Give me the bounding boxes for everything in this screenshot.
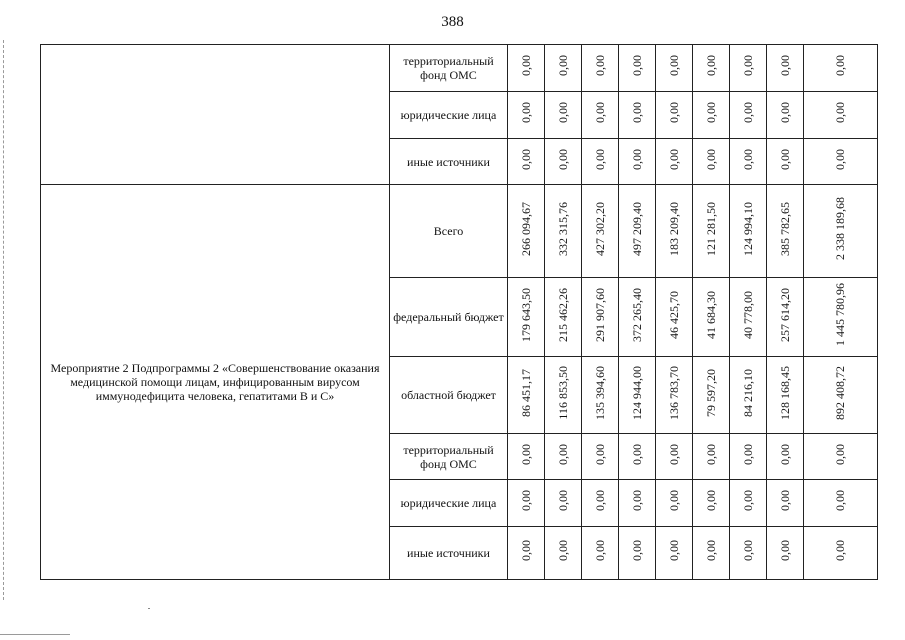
value-cell <box>804 278 878 357</box>
value-cell <box>545 527 582 580</box>
budget-table <box>40 44 878 580</box>
value-text: 0,00 <box>666 443 681 465</box>
value-cell <box>545 45 582 92</box>
value-cell <box>619 92 656 139</box>
value-cell <box>730 92 767 139</box>
value-cell <box>508 527 545 580</box>
value-cell <box>582 185 619 278</box>
value-cell <box>508 92 545 139</box>
value-cell <box>545 357 582 434</box>
value-cell <box>767 92 804 139</box>
value-cell <box>730 185 767 278</box>
value-text: 0,00 <box>777 55 792 76</box>
value-text: 40 778,00 <box>740 290 755 339</box>
value-cell <box>730 434 767 480</box>
value-text: 84 216,10 <box>740 368 755 417</box>
funding-source: территориальный фонд ОМС <box>390 45 508 92</box>
value-text: 215 462,26 <box>555 287 570 342</box>
value-cell <box>619 45 656 92</box>
value-text: 0,00 <box>592 55 607 76</box>
value-text: 0,00 <box>703 148 718 170</box>
value-text: 0,00 <box>555 490 570 511</box>
value-cell <box>582 434 619 480</box>
value-cell <box>545 480 582 527</box>
value-cell <box>582 45 619 92</box>
value-cell <box>619 434 656 480</box>
value-text: 0,00 <box>833 102 847 123</box>
value-text: 79 597,20 <box>703 368 718 417</box>
value-cell <box>545 139 582 185</box>
value-text: 332 315,76 <box>555 201 570 256</box>
value-cell <box>619 139 656 185</box>
activity-description: Мероприятие 2 Подпрограммы 2 «Совершенствование оказания медицинской помощи лицам, инфицированным вирусом иммунодефицита человека, гепатитами В и С» <box>50 361 380 403</box>
value-cell <box>804 527 878 580</box>
value-text: 0,00 <box>740 55 755 76</box>
value-cell <box>508 434 545 480</box>
value-text: 0,00 <box>629 102 644 123</box>
value-text: 0,00 <box>666 540 681 561</box>
funding-source: территориальный фонд ОМС <box>390 434 508 480</box>
value-text: 372 265,40 <box>629 287 644 342</box>
value-cell <box>619 480 656 527</box>
funding-source: областной бюджет <box>390 357 508 434</box>
value-text: 497 209,40 <box>629 201 644 256</box>
value-text: 183 209,40 <box>666 201 681 256</box>
value-cell <box>767 139 804 185</box>
value-text: 427 302,20 <box>592 201 607 256</box>
value-cell <box>804 357 878 434</box>
value-cell <box>693 185 730 278</box>
value-cell <box>508 278 545 357</box>
value-text: 0,00 <box>555 55 570 76</box>
value-text: 0,00 <box>555 102 570 123</box>
value-text: 0,00 <box>555 148 570 170</box>
value-text: 266 094,67 <box>518 201 533 256</box>
value-text: 0,00 <box>703 443 718 465</box>
value-text: 0,00 <box>833 443 847 465</box>
value-text: 0,00 <box>833 490 847 511</box>
value-cell <box>582 527 619 580</box>
value-cell <box>693 527 730 580</box>
value-text: 41 684,30 <box>703 290 718 339</box>
value-cell <box>693 357 730 434</box>
value-text: 0,00 <box>777 490 792 511</box>
value-cell <box>656 45 693 92</box>
value-text: 0,00 <box>703 540 718 561</box>
page-number: 388 <box>441 14 464 30</box>
value-text: 0,00 <box>592 102 607 123</box>
value-text: 0,00 <box>703 55 718 76</box>
value-text: 136 783,70 <box>666 365 681 420</box>
value-cell <box>804 139 878 185</box>
value-cell <box>619 185 656 278</box>
value-text: 179 643,50 <box>518 287 533 342</box>
value-text: 0,00 <box>777 540 792 561</box>
value-cell <box>582 278 619 357</box>
value-cell <box>693 139 730 185</box>
value-text: 0,00 <box>777 443 792 465</box>
value-cell <box>693 480 730 527</box>
value-cell <box>804 480 878 527</box>
value-cell <box>656 434 693 480</box>
value-cell <box>730 278 767 357</box>
value-cell <box>545 434 582 480</box>
funding-source: юридические лица <box>390 92 508 139</box>
value-text: 0,00 <box>555 540 570 561</box>
funding-source: Всего <box>390 185 508 278</box>
funding-source: юридические лица <box>390 480 508 527</box>
value-text: 0,00 <box>703 490 718 511</box>
value-cell <box>582 480 619 527</box>
value-cell <box>619 527 656 580</box>
value-cell <box>656 139 693 185</box>
value-cell <box>508 139 545 185</box>
value-cell <box>767 434 804 480</box>
value-text: 0,00 <box>518 540 533 561</box>
value-cell <box>804 434 878 480</box>
value-text: 0,00 <box>629 55 644 76</box>
value-text: 0,00 <box>629 148 644 170</box>
value-text: 124 994,10 <box>740 201 755 256</box>
value-cell <box>730 45 767 92</box>
value-text: 0,00 <box>666 490 681 511</box>
value-cell <box>804 185 878 278</box>
value-text: 116 853,50 <box>555 365 570 420</box>
value-text: 0,00 <box>555 443 570 465</box>
value-text: 0,00 <box>833 540 847 561</box>
value-text: 892 408,72 <box>833 365 847 420</box>
value-text: 0,00 <box>518 148 533 170</box>
value-cell <box>693 45 730 92</box>
table-row <box>41 185 878 278</box>
value-text: 0,00 <box>666 55 681 76</box>
funding-source: иные источники <box>390 139 508 185</box>
bottom-margin-rule <box>0 634 70 635</box>
value-cell <box>767 527 804 580</box>
value-text: 0,00 <box>592 540 607 561</box>
value-cell <box>693 278 730 357</box>
value-text: 0,00 <box>740 148 755 170</box>
value-cell <box>656 278 693 357</box>
value-text: 0,00 <box>740 490 755 511</box>
value-cell <box>619 278 656 357</box>
value-cell <box>656 92 693 139</box>
value-text: 0,00 <box>629 443 644 465</box>
value-text: 0,00 <box>518 102 533 123</box>
value-cell <box>656 480 693 527</box>
value-text: 0,00 <box>777 148 792 170</box>
value-text: 0,00 <box>518 55 533 76</box>
value-text: 0,00 <box>629 540 644 561</box>
value-text: 0,00 <box>777 102 792 123</box>
value-text: 0,00 <box>740 540 755 561</box>
value-text: 0,00 <box>666 148 681 170</box>
value-cell <box>619 357 656 434</box>
value-text: 0,00 <box>740 443 755 465</box>
value-text: 257 614,20 <box>777 287 792 342</box>
value-cell <box>582 139 619 185</box>
value-text: 135 394,60 <box>592 365 607 420</box>
activity-description-cell <box>41 185 390 580</box>
value-cell <box>582 92 619 139</box>
value-text: 2 338 189,68 <box>833 197 847 260</box>
value-text: 0,00 <box>666 102 681 123</box>
value-text: 121 281,50 <box>703 201 718 256</box>
value-cell <box>693 92 730 139</box>
value-cell <box>730 480 767 527</box>
value-text: 0,00 <box>518 490 533 511</box>
value-text: 128 168,45 <box>777 365 792 420</box>
value-cell <box>656 185 693 278</box>
scan-speck <box>148 608 150 609</box>
table-row <box>41 45 878 92</box>
value-text: 0,00 <box>833 55 847 76</box>
value-cell <box>656 527 693 580</box>
value-text: 0,00 <box>703 102 718 123</box>
budget-table-container <box>40 44 878 580</box>
value-text: 0,00 <box>833 148 847 170</box>
value-text: 86 451,17 <box>518 368 533 417</box>
value-cell <box>508 357 545 434</box>
value-cell <box>804 45 878 92</box>
value-text: 291 907,60 <box>592 287 607 342</box>
value-text: 0,00 <box>592 490 607 511</box>
value-cell <box>804 92 878 139</box>
value-cell <box>767 278 804 357</box>
value-text: 0,00 <box>592 443 607 465</box>
value-text: 124 944,00 <box>629 365 644 420</box>
value-text: 0,00 <box>740 102 755 123</box>
value-text: 0,00 <box>592 148 607 170</box>
value-cell <box>582 357 619 434</box>
value-cell <box>656 357 693 434</box>
value-cell <box>545 185 582 278</box>
value-cell <box>767 480 804 527</box>
value-text: 0,00 <box>518 443 533 465</box>
value-cell <box>545 92 582 139</box>
value-text: 0,00 <box>629 490 644 511</box>
left-margin-rule <box>3 40 4 600</box>
value-cell <box>508 480 545 527</box>
activity-description-cell <box>41 45 390 185</box>
funding-source: иные источники <box>390 527 508 580</box>
value-text: 46 425,70 <box>666 290 681 339</box>
value-cell <box>508 45 545 92</box>
value-cell <box>730 527 767 580</box>
value-text: 1 445 780,96 <box>833 283 847 346</box>
value-cell <box>767 185 804 278</box>
value-cell <box>767 45 804 92</box>
funding-source: федеральный бюджет <box>390 278 508 357</box>
value-cell <box>767 357 804 434</box>
value-cell <box>730 357 767 434</box>
value-cell <box>508 185 545 278</box>
value-cell <box>693 434 730 480</box>
value-cell <box>545 278 582 357</box>
value-text: 385 782,65 <box>777 201 792 256</box>
value-cell <box>730 139 767 185</box>
